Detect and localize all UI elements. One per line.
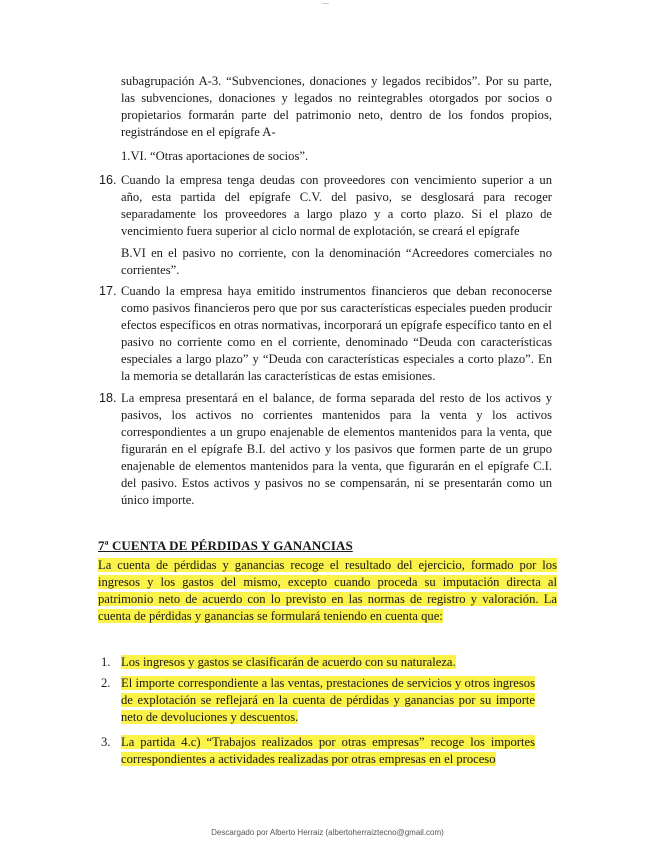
item-16-continuation: B.VI en el pasivo no corriente, con la denominación “Acreedores comerciales no corrientes”. (121, 246, 552, 277)
list-item-1-highlight: Los ingresos y gastos se clasificarán de acuerdo con su naturaleza. (121, 655, 456, 669)
section-intro-paragraph (98, 557, 557, 625)
item-18-text: La empresa presentará en el balance, de forma separada del resto de los activos y pasivos, los activos no corrientes mantenidos para la venta y los activos correspondientes a un grupo enajenable de elementos mantenidos para la venta, que figurarán en el epígrafe B.I. del activo y los pasivos que formen parte de un grupo enajenable de elementos mantenidos para la venta, que figurarán en el epígrafe C.I. del pasivo. Estos activos y pasivos no se compensarán, ni se presentarán como un único importe. (121, 391, 552, 507)
list-item-2-highlight: El importe correspondiente a las ventas, prestaciones de servicios y otros ingresos de explotación se reflejará en la cuenta de pérdidas y ganancias por su importe neto de devoluciones y descuentos. (121, 676, 535, 724)
intro-paragraph: subagrupación A-3. “Subvenciones, donaciones y legados recibidos”. Por su parte, las subvenciones, donaciones y legados no reintegrables otorgados por socios o propietarios formarán parte del patrimonio neto, dentro de los fondos propios, registrándose en el epígrafe A- (121, 74, 552, 139)
list-item-1-text (121, 654, 552, 671)
item-17-number: 17. (99, 284, 117, 298)
list-item-1-number: 1. (101, 655, 111, 669)
download-footer: Descargado por Alberto Herraiz (albertoherraiztecno@gmail.com) (211, 828, 444, 837)
list-item-3-text (121, 734, 535, 768)
intro-paragraph-end: 1.VI. “Otras aportaciones de socios”. (121, 149, 309, 163)
section-intro-highlight: La cuenta de pérdidas y ganancias recoge el resultado del ejercicio, formado por los ingresos y los gastos del mismo, excepto cuando proceda su imputación directa al patrimonio neto de acuerdo con lo previsto en las normas de registro y valoración. La cuenta de pérdidas y ganancias se formulará teniendo en cuenta que: (98, 558, 557, 623)
list-item-3-number: 3. (101, 735, 111, 749)
item-16-text: Cuando la empresa tenga deudas con proveedores con vencimiento superior a un año, esta partida del epígrafe C.V. del pasivo, se desglosará para recoger separadamente los proveedores a largo plazo y a corto plazo. Si el plazo de vencimiento fuera superior al ciclo normal de explotación, se creará el epígrafe (121, 173, 552, 238)
page-top-mark: — (322, 0, 329, 7)
item-18-number: 18. (99, 391, 117, 405)
list-item-2-number: 2. (101, 676, 111, 690)
item-16-number: 16. (99, 173, 117, 187)
list-item-3-highlight: La partida 4.c) “Trabajos realizados por otras empresas” recoge los importes correspondientes a actividades realizadas por otras empresas en el proceso (121, 735, 535, 766)
section-heading: 7ª CUENTA DE PÉRDIDAS Y GANANCIAS (98, 538, 353, 553)
list-item-2-text (121, 675, 535, 726)
item-17-text: Cuando la empresa haya emitido instrumentos financieros que deban reconocerse como pasivos financieros pero que por sus características especiales pueden producir efectos específicos en otras normativas, incorporará un epígrafe específico tanto en el pasivo no corriente como en el corriente, denominado “Deuda con características especiales a largo plazo” y “Deuda con características especiales a corto plazo”. En la memoria se detallarán las características de estas emisiones. (121, 284, 552, 383)
